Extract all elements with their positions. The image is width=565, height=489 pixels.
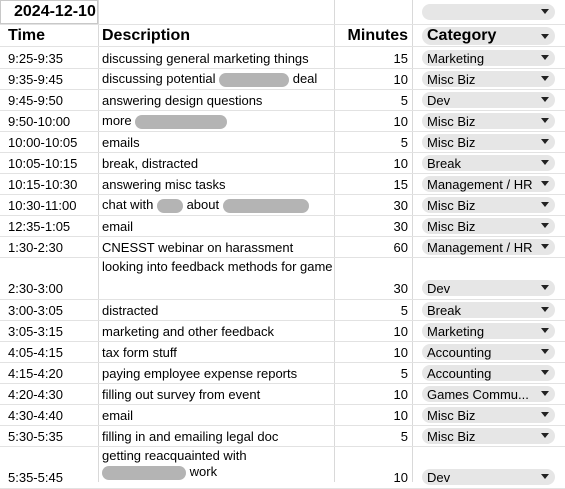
category-label: Misc Biz bbox=[427, 197, 476, 213]
category-cell[interactable] bbox=[422, 48, 559, 68]
minutes-cell[interactable]: 60 bbox=[393, 239, 408, 255]
chevron-down-icon bbox=[541, 285, 549, 290]
category-cell[interactable] bbox=[422, 342, 559, 362]
chevron-down-icon bbox=[541, 181, 549, 186]
description-part: getting reacquainted with bbox=[102, 448, 247, 463]
time-cell[interactable]: 10:30-11:00 bbox=[8, 197, 77, 213]
header-category: Category bbox=[427, 26, 497, 44]
description-cell[interactable] bbox=[102, 405, 334, 425]
minutes-cell[interactable]: 5 bbox=[400, 428, 408, 444]
redaction-bar bbox=[157, 199, 183, 213]
description-cell[interactable] bbox=[102, 174, 334, 194]
category-cell[interactable] bbox=[422, 237, 559, 257]
category-label: Accounting bbox=[427, 365, 492, 381]
category-dropdown[interactable] bbox=[422, 365, 555, 381]
category-cell[interactable] bbox=[422, 69, 559, 89]
category-dropdown[interactable] bbox=[422, 302, 555, 318]
category-dropdown[interactable] bbox=[422, 176, 555, 192]
description-part: more bbox=[102, 113, 132, 129]
description-part: emails bbox=[102, 134, 140, 150]
category-label: Misc Biz bbox=[427, 407, 476, 423]
category-dropdown[interactable] bbox=[422, 386, 555, 402]
category-label: Misc Biz bbox=[427, 218, 476, 234]
table-row bbox=[0, 237, 565, 258]
time-cell[interactable]: 4:15-4:20 bbox=[8, 365, 63, 381]
category-dropdown[interactable] bbox=[422, 134, 555, 150]
chevron-down-icon bbox=[541, 307, 549, 312]
category-label: Dev bbox=[427, 92, 451, 108]
description-text bbox=[102, 51, 309, 66]
minutes-cell[interactable]: 30 bbox=[393, 197, 408, 213]
header-minutes[interactable]: Minutes bbox=[347, 26, 408, 44]
description-cell[interactable] bbox=[102, 258, 334, 299]
description-part: filling in and emailing legal doc bbox=[102, 428, 279, 444]
chevron-down-icon bbox=[541, 433, 549, 438]
description-part: discussing general marketing things bbox=[102, 50, 309, 66]
description-part: break, distracted bbox=[102, 155, 199, 171]
description-cell[interactable] bbox=[102, 300, 334, 320]
category-label: Break bbox=[427, 302, 461, 318]
minutes-cell[interactable]: 5 bbox=[400, 365, 408, 381]
description-part: CNESST webinar on harassment bbox=[102, 239, 294, 255]
chevron-down-icon bbox=[541, 9, 549, 14]
header-category-cell[interactable] bbox=[422, 25, 559, 46]
table-row bbox=[0, 342, 565, 363]
header-time[interactable]: Time bbox=[8, 26, 46, 44]
time-cell[interactable]: 5:35-5:45 bbox=[8, 470, 63, 485]
description-cell[interactable] bbox=[102, 90, 334, 110]
chevron-down-icon bbox=[541, 223, 549, 228]
time-cell[interactable]: 3:05-3:15 bbox=[8, 323, 63, 339]
category-label: Accounting bbox=[427, 344, 492, 360]
minutes-cell[interactable]: 15 bbox=[393, 176, 408, 192]
minutes-cell[interactable]: 15 bbox=[393, 50, 408, 66]
description-text bbox=[102, 408, 133, 423]
table-row bbox=[0, 405, 565, 426]
description-text bbox=[102, 71, 317, 87]
time-cell[interactable]: 10:05-10:15 bbox=[8, 155, 78, 171]
description-cell[interactable] bbox=[102, 363, 334, 383]
date-title[interactable]: 2024-12-10 bbox=[14, 3, 96, 20]
description-text bbox=[102, 448, 334, 480]
description-part: deal bbox=[292, 71, 318, 87]
title-category-cell[interactable] bbox=[422, 0, 559, 24]
category-dropdown[interactable] bbox=[422, 280, 555, 296]
chevron-down-icon bbox=[541, 97, 549, 102]
time-cell[interactable]: 4:20-4:30 bbox=[8, 386, 63, 402]
redaction-bar bbox=[135, 115, 227, 129]
chevron-down-icon bbox=[541, 412, 549, 417]
chevron-down-icon bbox=[541, 349, 549, 354]
category-label: Marketing bbox=[427, 50, 485, 66]
category-cell[interactable] bbox=[422, 426, 559, 446]
category-dropdown[interactable] bbox=[422, 428, 555, 444]
description-text bbox=[102, 324, 274, 339]
redaction-bar bbox=[219, 73, 289, 87]
description-text bbox=[102, 135, 140, 150]
time-cell[interactable]: 4:05-4:15 bbox=[8, 344, 63, 360]
minutes-cell[interactable]: 10 bbox=[393, 386, 408, 402]
minutes-cell[interactable]: 30 bbox=[393, 281, 408, 296]
description-part: email bbox=[102, 218, 134, 234]
category-dropdown[interactable] bbox=[422, 469, 555, 485]
description-part: tax form stuff bbox=[102, 344, 177, 360]
description-cell[interactable] bbox=[102, 195, 334, 215]
chevron-down-icon bbox=[541, 34, 549, 39]
category-label: Marketing bbox=[427, 323, 485, 339]
chevron-down-icon bbox=[541, 474, 549, 479]
minutes-cell[interactable]: 10 bbox=[393, 71, 408, 87]
description-text bbox=[102, 303, 158, 318]
category-dropdown[interactable] bbox=[422, 113, 555, 129]
empty-category-dropdown[interactable] bbox=[422, 4, 555, 20]
category-cell[interactable] bbox=[422, 300, 559, 320]
description-part: discussing potential bbox=[102, 71, 216, 87]
category-label: Dev bbox=[427, 469, 451, 485]
description-part: chat with bbox=[102, 197, 154, 213]
chevron-down-icon bbox=[541, 202, 549, 207]
category-header-dropdown[interactable] bbox=[422, 27, 555, 45]
table-row bbox=[0, 132, 565, 153]
table-row bbox=[0, 258, 565, 300]
description-part: email bbox=[102, 407, 134, 423]
category-dropdown[interactable] bbox=[422, 50, 555, 66]
header-description[interactable]: Description bbox=[102, 26, 191, 44]
minutes-cell[interactable]: 30 bbox=[393, 218, 408, 234]
description-cell[interactable] bbox=[102, 132, 334, 152]
description-part: filling out survey from event bbox=[102, 386, 261, 402]
description-text bbox=[102, 197, 309, 213]
category-label: Games Commu... bbox=[427, 386, 529, 402]
description-cell[interactable] bbox=[102, 153, 334, 173]
category-dropdown[interactable] bbox=[422, 92, 555, 108]
category-dropdown[interactable] bbox=[422, 344, 555, 360]
table-row bbox=[0, 300, 565, 321]
chevron-down-icon bbox=[541, 118, 549, 123]
redaction-bar bbox=[223, 199, 309, 213]
description-part: work bbox=[189, 464, 218, 479]
category-cell[interactable] bbox=[422, 363, 559, 383]
description-part: distracted bbox=[102, 302, 159, 318]
table-row bbox=[0, 447, 565, 489]
description-part: paying employee expense reports bbox=[102, 365, 298, 381]
chevron-down-icon bbox=[541, 244, 549, 249]
category-cell[interactable] bbox=[422, 216, 559, 236]
minutes-cell[interactable]: 10 bbox=[393, 323, 408, 339]
minutes-cell[interactable]: 10 bbox=[393, 155, 408, 171]
category-label: Management / HR bbox=[427, 239, 533, 255]
table-row bbox=[0, 90, 565, 111]
table-row bbox=[0, 384, 565, 405]
minutes-cell[interactable]: 5 bbox=[400, 302, 408, 318]
description-text bbox=[102, 177, 226, 192]
minutes-cell[interactable]: 10 bbox=[393, 113, 408, 129]
time-cell[interactable]: 12:35-1:05 bbox=[8, 218, 71, 234]
description-cell[interactable] bbox=[102, 48, 334, 68]
description-cell[interactable] bbox=[102, 216, 334, 236]
description-cell[interactable] bbox=[102, 111, 334, 131]
description-cell[interactable] bbox=[102, 426, 334, 446]
description-part: about bbox=[186, 197, 220, 213]
time-cell[interactable]: 4:30-4:40 bbox=[8, 407, 63, 423]
minutes-cell[interactable]: 5 bbox=[400, 92, 408, 108]
category-dropdown[interactable] bbox=[422, 218, 555, 234]
table-row bbox=[0, 174, 565, 195]
category-cell[interactable] bbox=[422, 258, 559, 299]
table-row bbox=[0, 111, 565, 132]
chevron-down-icon bbox=[541, 76, 549, 81]
time-cell[interactable]: 9:45-9:50 bbox=[8, 92, 63, 108]
chevron-down-icon bbox=[541, 55, 549, 60]
category-label: Management / HR bbox=[427, 176, 533, 192]
category-dropdown[interactable] bbox=[422, 197, 555, 213]
title-row bbox=[0, 0, 565, 25]
header-row bbox=[0, 25, 565, 47]
category-cell[interactable] bbox=[422, 132, 559, 152]
table-row bbox=[0, 153, 565, 174]
chevron-down-icon bbox=[541, 391, 549, 396]
time-cell[interactable]: 5:30-5:35 bbox=[8, 428, 63, 444]
description-text bbox=[102, 387, 260, 402]
description-part: looking into feedback methods for game bbox=[102, 259, 333, 274]
category-dropdown[interactable] bbox=[422, 155, 555, 171]
description-text bbox=[102, 259, 333, 275]
redaction-bar bbox=[102, 466, 186, 480]
table-row bbox=[0, 195, 565, 216]
description-text bbox=[102, 219, 133, 234]
description-part: marketing and other feedback bbox=[102, 323, 274, 339]
category-cell[interactable] bbox=[422, 111, 559, 131]
category-dropdown[interactable] bbox=[422, 71, 555, 87]
category-label: Misc Biz bbox=[427, 71, 476, 87]
time-cell[interactable]: 10:15-10:30 bbox=[8, 176, 78, 192]
table-row bbox=[0, 69, 565, 90]
category-label: Misc Biz bbox=[427, 113, 476, 129]
category-label: Misc Biz bbox=[427, 134, 476, 150]
category-label: Misc Biz bbox=[427, 428, 476, 444]
time-cell[interactable]: 9:25-9:35 bbox=[8, 50, 63, 66]
time-cell[interactable]: 1:30-2:30 bbox=[8, 239, 63, 255]
time-cell[interactable]: 3:00-3:05 bbox=[8, 302, 63, 318]
minutes-cell[interactable]: 5 bbox=[400, 134, 408, 150]
time-cell[interactable]: 10:00-10:05 bbox=[8, 134, 78, 150]
category-cell[interactable] bbox=[422, 195, 559, 215]
category-dropdown[interactable] bbox=[422, 407, 555, 423]
minutes-cell[interactable]: 10 bbox=[393, 470, 408, 485]
category-dropdown[interactable] bbox=[422, 323, 555, 339]
description-text bbox=[102, 113, 227, 129]
category-cell[interactable] bbox=[422, 174, 559, 194]
category-label: Dev bbox=[427, 280, 451, 296]
description-cell[interactable] bbox=[102, 321, 334, 341]
description-text bbox=[102, 366, 297, 381]
table-row bbox=[0, 48, 565, 69]
chevron-down-icon bbox=[541, 370, 549, 375]
chevron-down-icon bbox=[541, 139, 549, 144]
category-cell[interactable] bbox=[422, 90, 559, 110]
time-cell[interactable]: 9:35-9:45 bbox=[8, 71, 63, 87]
description-text bbox=[102, 345, 177, 360]
description-cell[interactable] bbox=[102, 237, 334, 257]
description-part: answering misc tasks bbox=[102, 176, 226, 192]
table-row bbox=[0, 363, 565, 384]
chevron-down-icon bbox=[541, 160, 549, 165]
category-label: Break bbox=[427, 155, 461, 171]
time-cell[interactable]: 9:50-10:00 bbox=[8, 113, 71, 129]
table-row bbox=[0, 216, 565, 237]
category-cell[interactable] bbox=[422, 321, 559, 341]
description-cell[interactable] bbox=[102, 384, 334, 404]
description-text bbox=[102, 156, 198, 171]
category-cell[interactable] bbox=[422, 405, 559, 425]
description-text bbox=[102, 429, 278, 444]
description-text bbox=[102, 240, 293, 255]
table-row bbox=[0, 321, 565, 342]
table-row bbox=[0, 426, 565, 447]
description-part: answering design questions bbox=[102, 92, 263, 108]
chevron-down-icon bbox=[541, 328, 549, 333]
category-cell[interactable] bbox=[422, 384, 559, 404]
minutes-cell[interactable]: 10 bbox=[393, 344, 408, 360]
description-text bbox=[102, 93, 262, 108]
minutes-cell[interactable]: 10 bbox=[393, 407, 408, 423]
time-cell[interactable]: 2:30-3:00 bbox=[8, 281, 63, 296]
description-cell[interactable] bbox=[102, 69, 334, 89]
category-dropdown[interactable] bbox=[422, 239, 555, 255]
category-cell[interactable] bbox=[422, 153, 559, 173]
description-cell[interactable] bbox=[102, 342, 334, 362]
